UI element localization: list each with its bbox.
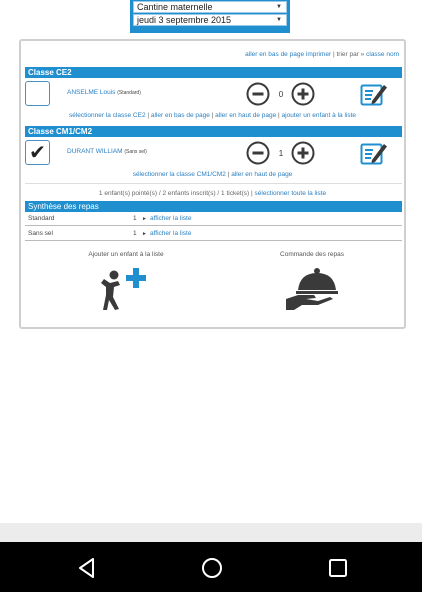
edit-icon[interactable] (360, 81, 388, 107)
divider (25, 183, 402, 184)
minus-circle-icon[interactable] (246, 141, 270, 165)
canteen-select[interactable] (133, 1, 287, 13)
meal-count: 1 (278, 149, 284, 158)
select-all-link[interactable]: sélectionner toute la liste (254, 190, 327, 197)
arrow-right-icon: ► (142, 216, 147, 222)
date-select[interactable] (133, 14, 287, 26)
edit-icon[interactable] (360, 140, 388, 166)
add-child-action[interactable] (51, 251, 201, 316)
summary-meal: Sans sel (28, 230, 53, 237)
child-entry-durant (67, 148, 147, 155)
separator: | (211, 112, 214, 119)
totals-text: 1 enfant(s) pointé(s) / 2 enfants inscrit(s) / 1 ticket(s) | (98, 190, 253, 197)
add-child-icon (98, 265, 154, 311)
android-nav-bar (0, 542, 422, 592)
separator: | (332, 51, 335, 58)
summary-count: 1 (133, 230, 137, 237)
child-name-link[interactable]: ANSELME Louis (67, 89, 116, 96)
show-list-link[interactable]: afficher la liste (150, 230, 192, 237)
add-child-label: Ajouter un enfant à la liste (88, 251, 164, 258)
child-entry-anselme (67, 89, 141, 96)
separator: | (147, 112, 150, 119)
system-bar (0, 523, 422, 542)
summary-header: Synthèse des repas (25, 201, 402, 212)
child-name-link[interactable]: DURANT WILLIAM (67, 148, 123, 155)
canteen-select-value: Cantine maternelle (137, 2, 213, 12)
goto-top-link[interactable]: aller en haut de page (215, 112, 277, 119)
summary-row (25, 227, 402, 241)
meal-type-label: (Sans sel) (124, 149, 147, 155)
minus-circle-icon[interactable] (246, 82, 270, 106)
summary-count: 1 (133, 215, 137, 222)
plus-circle-icon[interactable] (291, 82, 315, 106)
selector-panel (130, 0, 290, 33)
sort-option-link[interactable]: classe nom (366, 51, 399, 58)
select-class-link[interactable]: sélectionner la classe CE2 (68, 112, 146, 119)
date-select-value: jeudi 3 septembre 2015 (137, 15, 232, 25)
meal-count: 0 (278, 90, 284, 99)
back-icon[interactable] (73, 554, 101, 582)
recents-icon[interactable] (324, 554, 352, 582)
select-arrow-icon: ▼ (276, 4, 282, 10)
plus-circle-icon[interactable] (291, 141, 315, 165)
show-list-link[interactable]: afficher la liste (150, 215, 192, 222)
arrow-right-icon: ► (142, 231, 147, 237)
select-arrow-icon: ▼ (276, 17, 282, 23)
goto-top-link[interactable]: aller en haut de page (231, 171, 293, 178)
attendance-panel (19, 39, 406, 329)
top-links (245, 51, 399, 58)
child-checkbox-durant[interactable]: ✔ (25, 140, 50, 165)
class-header-cm1-cm2: Classe CM1/CM2 (25, 126, 402, 137)
serving-dish-icon (284, 265, 340, 311)
order-meals-label: Commande des repas (280, 251, 344, 258)
add-child-link[interactable]: ajouter un enfant à la liste (281, 112, 357, 119)
print-link[interactable]: imprimer (305, 51, 332, 58)
child-checkbox-anselme[interactable] (25, 81, 50, 106)
class-header-ce2: Classe CE2 (25, 67, 402, 78)
order-meals-action[interactable] (237, 251, 387, 316)
totals-line (21, 190, 404, 197)
class-links-ce2 (21, 112, 404, 119)
goto-bottom-link[interactable]: aller en bas de page (150, 112, 210, 119)
separator: | (278, 112, 280, 119)
goto-bottom-link[interactable]: aller en bas de page (245, 51, 305, 58)
summary-row (25, 212, 402, 226)
class-links-cm1-cm2 (21, 171, 404, 178)
meal-type-label: (Standard) (117, 90, 141, 96)
summary-meal: Standard (28, 215, 55, 222)
home-icon[interactable] (198, 554, 226, 582)
separator: | (227, 171, 230, 178)
select-class-link[interactable]: sélectionner la classe CM1/CM2 (132, 171, 226, 178)
sort-label: trier par » (336, 51, 365, 58)
